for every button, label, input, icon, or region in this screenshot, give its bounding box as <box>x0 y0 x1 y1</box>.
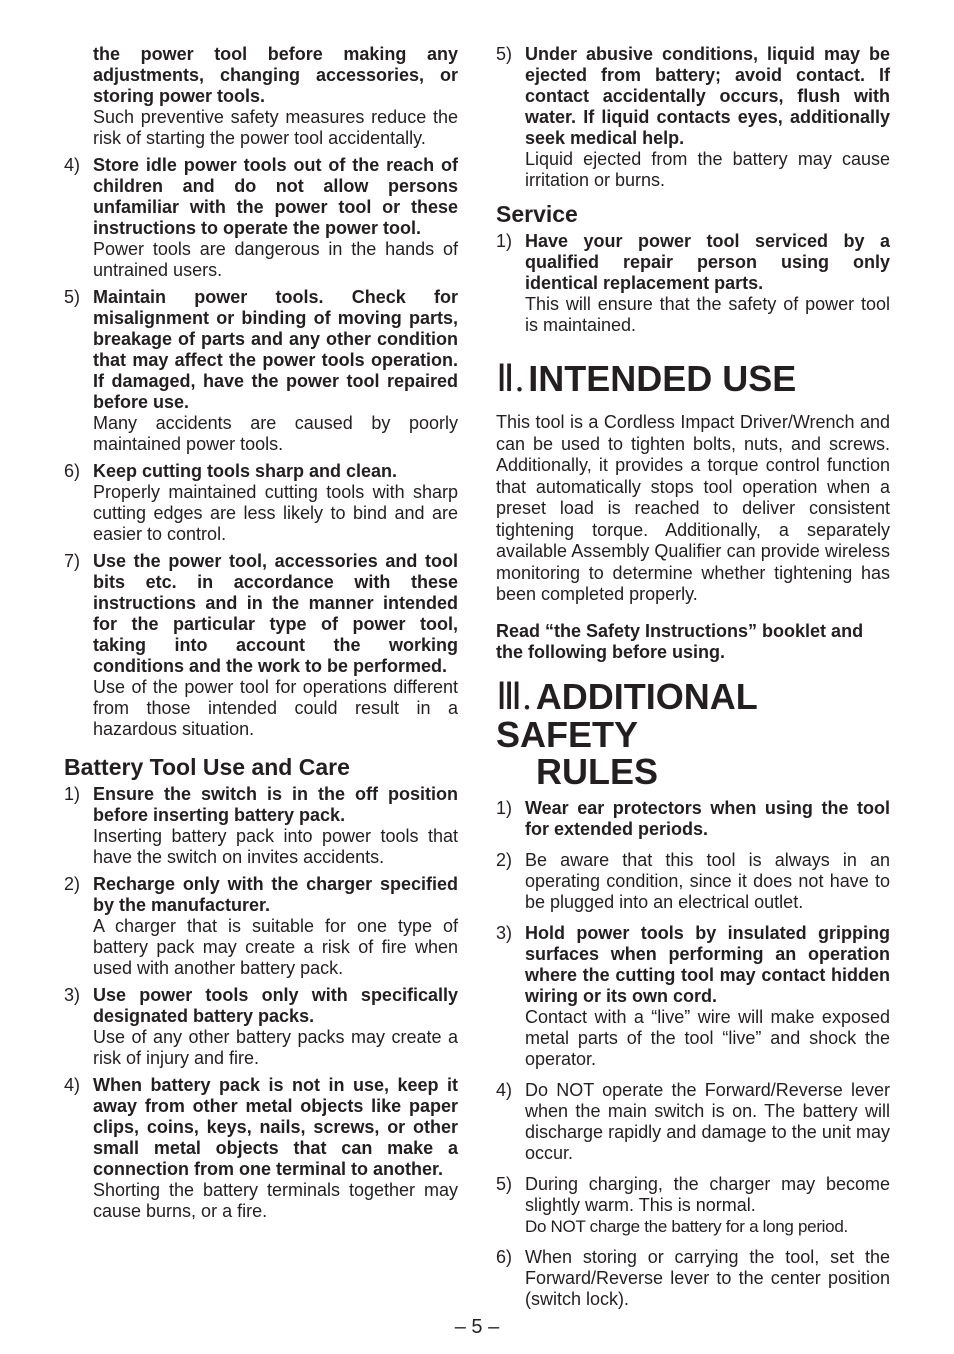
item-explanation: Do NOT operate the Forward/Reverse lever when the main switch is on. The battery will discharge rapidly and damage to the unit may occur. <box>525 1079 890 1163</box>
item-bold-text: Hold power tools by insulated gripping surfaces when performing an operation where the cutting tool may contact hidden wiring or its own cord. <box>525 922 890 1006</box>
item-explanation: Inserting battery pack into power tools that have the switch on invites accidents. <box>93 826 458 867</box>
item-number: 7) <box>64 551 81 571</box>
list-item <box>64 287 458 455</box>
list-item <box>64 551 458 740</box>
item-explanation: Shorting the battery terminals together may cause burns, or a fire. <box>93 1180 458 1221</box>
list-item <box>496 850 890 913</box>
item-explanation: Be aware that this tool is always in an operating condition, since it does not have to be plugged into an electrical outlet. <box>525 849 890 912</box>
item-explanation: Liquid ejected from the battery may cause irritation or burns. <box>525 149 890 190</box>
item-content <box>93 155 458 281</box>
item-number: 6) <box>64 461 81 481</box>
item-number: 1) <box>496 231 513 251</box>
item-number: 5) <box>496 44 513 64</box>
service-rules-list <box>496 231 890 336</box>
battery-section-heading: Battery Tool Use and Care <box>64 754 350 780</box>
additional-rules-list <box>496 798 890 1310</box>
battery-rules-list <box>64 784 458 1222</box>
item-number: 4) <box>64 1075 81 1095</box>
item-explanation: A charger that is suitable for one type of battery pack may create a risk of fire when used with another battery pack. <box>93 916 458 978</box>
item-explanation: This will ensure that the safety of power tool is maintained. <box>525 294 890 335</box>
item-extra-note: Do NOT charge the battery for a long period. <box>525 1216 848 1236</box>
general-rules-list <box>64 155 458 740</box>
list-item <box>64 155 458 281</box>
item-number: 1) <box>496 797 513 818</box>
item-bold-text: Keep cutting tools sharp and clean. <box>93 461 398 481</box>
item-content <box>525 1174 890 1237</box>
item-bold-text: Use the power tool, accessories and tool bits etc. in accordance with these instructions and in the manner intended for the particular type of power tool, taking into account the working conditions and the work to be performed. <box>93 551 458 676</box>
item-content <box>525 923 890 1070</box>
item-bold-text: Maintain power tools. Check for misalignment or binding of moving parts, breakage of parts and any other condition that may affect the power tools operation. If damaged, have the power tool repaired before use. <box>93 287 458 412</box>
item-bold-text: When battery pack is not in use, keep it away from other metal objects like paper clips, coins, keys, nails, screws, or other small metal objects that can make a connection from one terminal to another. <box>93 1075 458 1179</box>
additional-safety-title-line1: ADDITIONAL SAFETY <box>496 675 758 755</box>
intended-use-paragraph: This tool is a Cordless Impact Driver/Wrench and can be used to tighten bolts, nuts, and screws. Additionally, it provides a torque control function that automatically stops tool operation when a preset load is reached to deliver consistent tightening torque. Additionally, a separately available Assembly Qualifier can provide wireless monitoring to determine whether tightening has been completed properly. <box>496 412 890 604</box>
additional-safety-title-line2: RULES <box>536 750 659 792</box>
item-content <box>525 1080 890 1164</box>
item-content <box>525 798 890 840</box>
list-item <box>64 461 458 545</box>
item-content <box>525 231 890 336</box>
list-item <box>496 923 890 1070</box>
item-explanation: Use of any other battery packs may create a risk of injury and fire. <box>93 1027 458 1068</box>
list-item <box>496 798 890 840</box>
item-content <box>93 551 458 740</box>
item-explanation: Properly maintained cutting tools with sharp cutting edges are less likely to bind and are easier to control. <box>93 482 458 544</box>
left-column <box>64 44 458 1228</box>
rule-bold-text: the power tool before making any adjustments, changing accessories, or storing power tools. <box>93 44 458 106</box>
list-item <box>496 1080 890 1164</box>
item-number: 2) <box>496 849 513 870</box>
item-content <box>525 44 890 191</box>
rule-explanation: Such preventive safety measures reduce the risk of starting the power tool accidentally. <box>93 107 458 148</box>
roman-numeral-3: Ⅲ. <box>496 675 532 718</box>
additional-safety-heading <box>496 675 890 792</box>
item-content <box>525 1247 890 1310</box>
item-number: 6) <box>496 1246 513 1267</box>
list-item <box>496 1174 890 1237</box>
list-item <box>64 874 458 979</box>
item-number: 5) <box>496 1173 513 1194</box>
battery-liquid-rule <box>496 44 890 191</box>
item-number: 5) <box>64 287 81 307</box>
list-item <box>496 231 890 336</box>
item-number: 1) <box>64 784 81 804</box>
service-section-heading: Service <box>496 201 578 227</box>
item-bold-text: Recharge only with the charger specified by the manufacturer. <box>93 874 458 915</box>
item-explanation: Use of the power tool for operations different from those intended could result in a hazardous situation. <box>93 677 458 739</box>
list-item <box>64 1075 458 1222</box>
item-bold-text: Ensure the switch is in the off position before inserting battery pack. <box>93 784 458 825</box>
right-column <box>496 44 890 1320</box>
item-bold-text: Store idle power tools out of the reach of children and do not allow persons unfamiliar with the power tool or these instructions to operate the power tool. <box>93 155 458 238</box>
item-explanation: Many accidents are caused by poorly maintained power tools. <box>93 413 458 454</box>
intended-use-title: INTENDED USE <box>528 358 797 399</box>
list-item <box>64 985 458 1069</box>
intended-use-heading <box>496 360 890 398</box>
item-content <box>93 874 458 979</box>
item-content <box>93 985 458 1069</box>
item-bold-text: Wear ear protectors when using the tool for extended periods. <box>525 797 890 839</box>
item-content <box>525 850 890 913</box>
item-bold-text: Have your power tool serviced by a qualified repair person using only identical replacement parts. <box>525 231 890 293</box>
item-number: 3) <box>64 985 81 1005</box>
list-item <box>496 1247 890 1310</box>
continued-rule <box>93 44 458 149</box>
item-explanation: Contact with a “live” wire will make exposed metal parts of the tool “live” and shock the operator. <box>525 1006 890 1069</box>
item-number: 4) <box>496 1079 513 1100</box>
item-content <box>93 784 458 868</box>
safety-instructions-notice: Read “the Safety Instructions” booklet and the following before using. <box>496 620 864 662</box>
item-content <box>93 287 458 455</box>
item-bold-text: Under abusive conditions, liquid may be ejected from battery; avoid contact. If contact accidentally occurs, flush with water. If liquid contacts eyes, additionally seek medical help. <box>525 44 890 148</box>
list-item <box>64 784 458 868</box>
item-content <box>93 461 458 545</box>
item-explanation: During charging, the charger may become slightly warm. This is normal. <box>525 1173 890 1215</box>
item-bold-text: Use power tools only with specifically designated battery packs. <box>93 985 458 1026</box>
roman-numeral-2: Ⅱ. <box>496 358 525 400</box>
item-number: 2) <box>64 874 81 894</box>
item-number: 3) <box>496 922 513 943</box>
item-explanation: Power tools are dangerous in the hands of untrained users. <box>93 239 458 280</box>
item-explanation: When storing or carrying the tool, set the Forward/Reverse lever to the center position (switch lock). <box>525 1246 890 1309</box>
item-content <box>93 1075 458 1222</box>
item-number: 4) <box>64 155 81 175</box>
page-number: – 5 – <box>454 1316 500 1338</box>
